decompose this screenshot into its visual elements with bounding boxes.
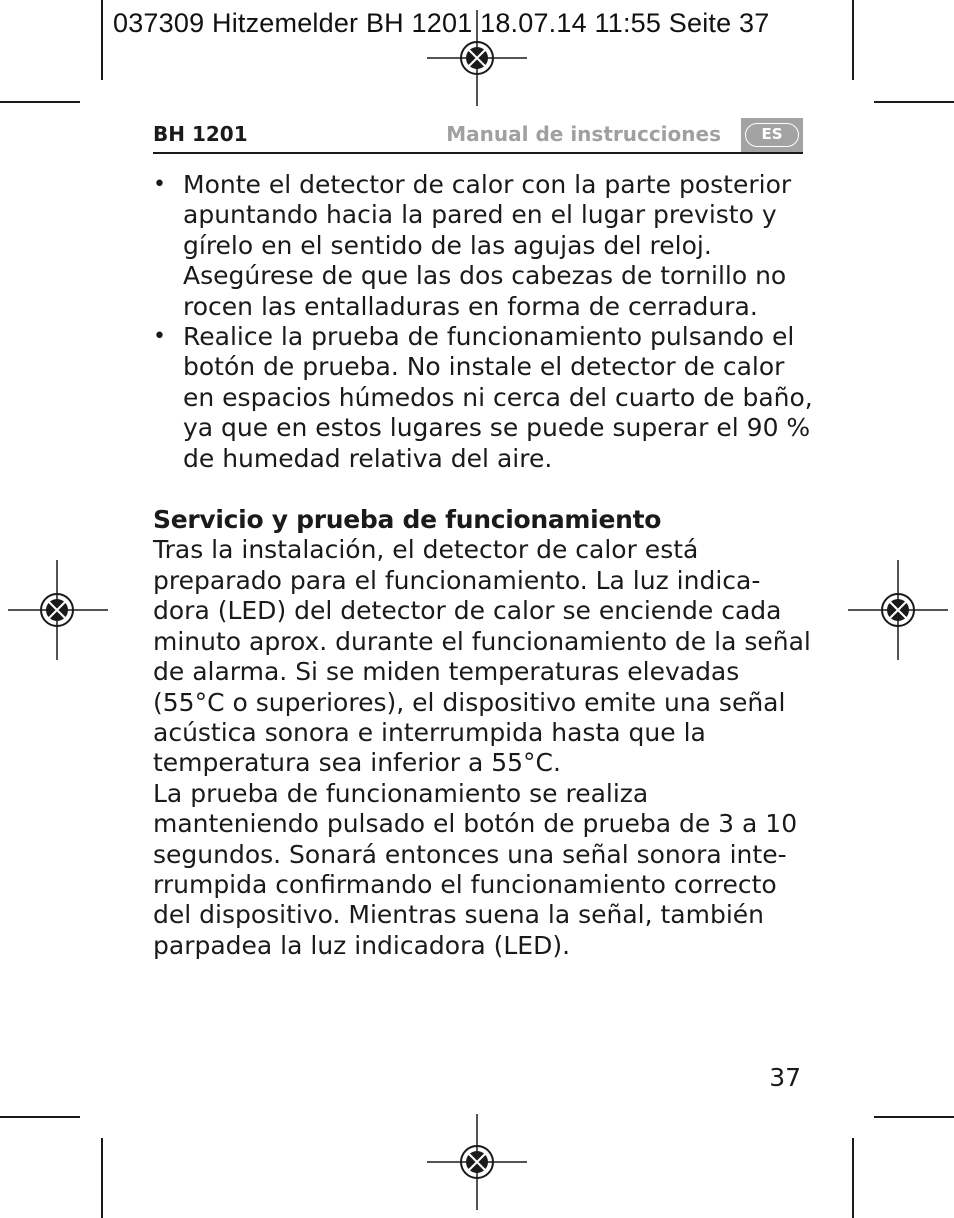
section-paragraph: La prueba de funcionamiento se realiza manteniendo pulsado el botón de prueba de 3 a 10 segundos. Sonará entonces una señal sonora inte-rrumpida confirmando el funcionamiento correcto del dispositivo. Mientras suena la señal, también parpadea la luz indicadora (LED).	[153, 778, 798, 960]
registration-mark-left-icon	[8, 560, 108, 660]
list-item-text: Realice la prueba de funcionamiento pulsando el botón de prueba. No instale el detector de calor en espacios húmedos ni cerca del cuarto de baño, ya que en estos lugares se puede superar el 90 % de humedad relativa del aire.	[183, 322, 813, 473]
list-item	[153, 170, 813, 322]
print-slug: 037309 Hitzemelder BH 1201 18.07.14 11:55 Seite 37	[113, 8, 770, 38]
crop-mark-bottom-left-vertical	[101, 1138, 103, 1218]
language-code: ES	[745, 123, 799, 147]
list-item-text: Monte el detector de calor con la parte posterior apuntando hacia la pared en el lugar previsto y gírelo en el sentido de las agujas del reloj. Asegúrese de que las dos cabezas de tornillo no rocen las entalladuras en forma de cerradura.	[183, 170, 792, 321]
crop-mark-bottom-left-horizontal	[0, 1116, 80, 1118]
list-item	[153, 322, 813, 474]
registration-mark-top-icon	[427, 10, 527, 110]
manual-title: Manual de instrucciones	[446, 122, 721, 146]
crop-mark-top-left-vertical	[101, 0, 103, 80]
bullet-symbol: •	[153, 324, 166, 350]
running-header	[153, 118, 803, 154]
crop-mark-top-right-vertical	[852, 0, 854, 80]
crop-mark-bottom-right-horizontal	[874, 1116, 954, 1118]
crop-mark-top-left-horizontal	[0, 101, 80, 103]
section-title: Servicio y prueba de funcionamiento	[153, 505, 662, 535]
page-number: 37	[769, 1063, 801, 1092]
registration-mark-right-icon	[848, 560, 948, 660]
header-rule	[153, 152, 803, 154]
body-content	[153, 170, 813, 961]
bullet-list	[153, 170, 813, 474]
crop-mark-bottom-right-vertical	[852, 1138, 854, 1218]
registration-mark-bottom-icon	[427, 1112, 527, 1212]
crop-mark-top-right-horizontal	[874, 101, 954, 103]
model-name: BH 1201	[153, 122, 248, 146]
section-paragraph: Tras la instalación, el detector de calor está preparado para el funcionamiento. La luz indica-dora (LED) del detector de calor se enciende cada minuto aprox. durante el funcionamiento de la señal de alarma. Si se miden temperaturas elevadas (55°C o superiores), el dispositivo emite una señal acústica sonora e interrumpida hasta que la temperatura sea inferior a 55°C.	[153, 535, 811, 778]
bullet-symbol: •	[153, 172, 166, 197]
language-badge	[741, 118, 803, 152]
